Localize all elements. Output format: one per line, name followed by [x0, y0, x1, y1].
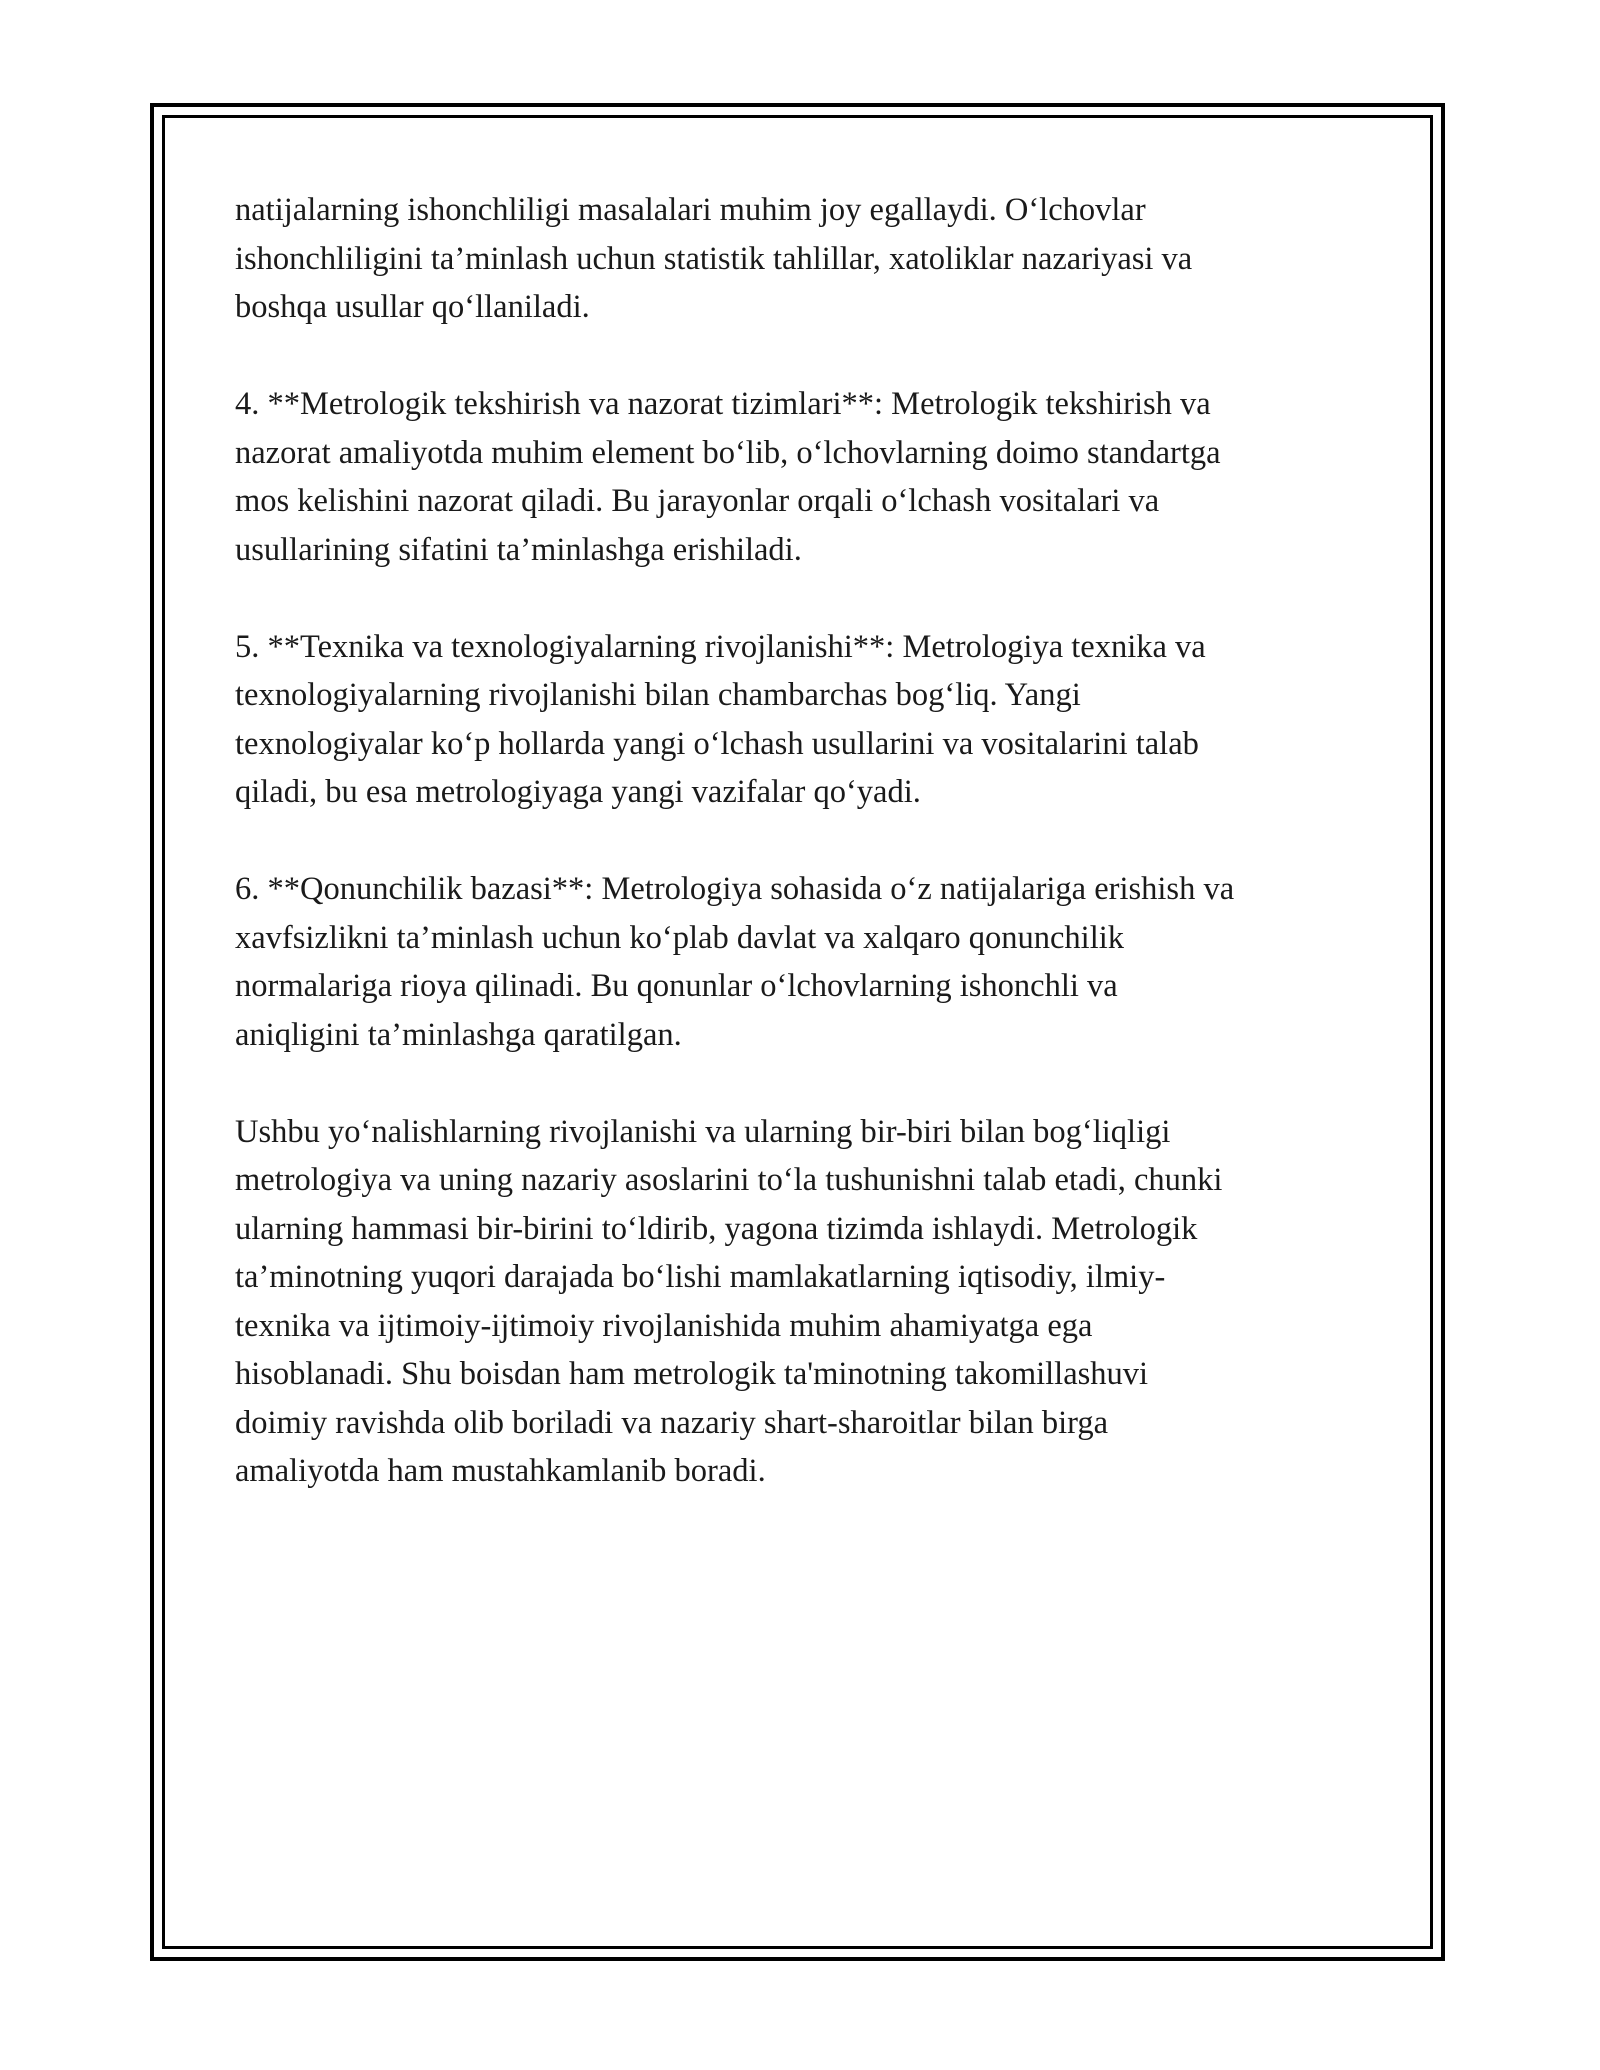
- paragraph-intro-continuation: natijalarning ishonchliligi masalalari muhim joy egallaydi. O‘lchovlar ishonchliligini ta’minlash uchun statistik tahlillar, xatoliklar nazariyasi va boshqa usullar qo‘llaniladi.: [235, 192, 1193, 325]
- paragraph-item-5: 5. **Texnika va texnologiyalarning rivojlanishi**: Metrologiya texnika va texnologiyalarning rivojlanishi bilan chambarchas bog‘liq. Yangi texnologiyalar ko‘p hollarda yangi o‘lchash usullarini va vositalarini talab qiladi, bu esa metrologiyaga yangi vazifalar qo‘yadi.: [235, 628, 1206, 810]
- paragraph-conclusion: Ushbu yo‘nalishlarning rivojlanishi va ularning bir-biri bilan bog‘liqligi metrologiya va uning nazariy asoslarini to‘la tushunishni talab etadi, chunki ularning hammasi bir-birini to‘ldirib, yagona tizimda ishlaydi. Metrologik ta’minotning yuqori darajada bo‘lishi mamlakatlarning iqtisodiy, ilmiy- texnika va ijtimoiy-ijtimoiy rivojlanishida muhim ahamiyatga ega hisoblanadi. Shu boisdan ham metrologik ta'minotning takomillashuvi doimiy ravishda olib boriladi va nazariy shart-sharoitlar bilan birga amaliyotda ham mustahkamlanib boradi.: [235, 1113, 1223, 1489]
- paragraph-item-4: 4. **Metrologik tekshirish va nazorat tizimlari**: Metrologik tekshirish va nazorat amaliyotda muhim element bo‘lib, o‘lchovlarning doimo standartga mos kelishini nazorat qiladi. Bu jarayonlar orqali o‘lchash vositalari va usullarining sifatini ta’minlashga erishiladi.: [235, 386, 1221, 568]
- document-body: [235, 186, 1375, 1544]
- paragraph-item-6: 6. **Qonunchilik bazasi**: Metrologiya sohasida o‘z natijalariga erishish va xavfsizlikni ta’minlash uchun ko‘plab davlat va xalqaro qonunchilik normalariga rioya qilinadi. Bu qonunlar o‘lchovlarning ishonchli va aniqligini ta’minlashga qaratilgan.: [235, 871, 1235, 1053]
